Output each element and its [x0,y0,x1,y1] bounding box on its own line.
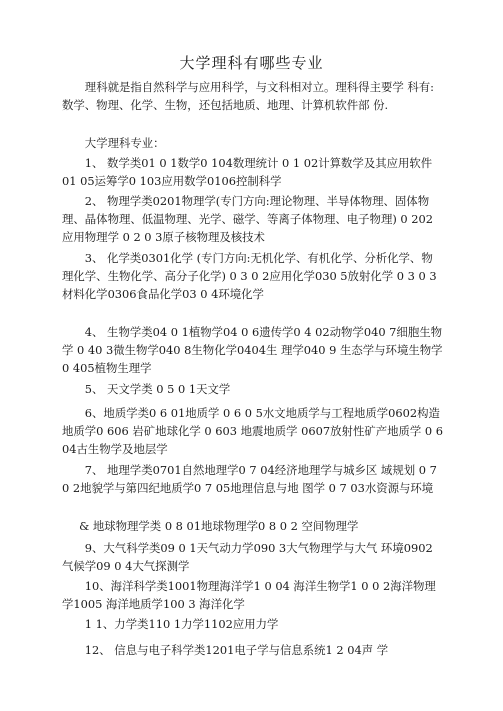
document-title: 大学理科有哪些专业 [179,54,324,72]
list-item-electronics: 12、 信息与电子科学类1201电子学与信息系统1 2 04声 学 [84,643,389,657]
list-item-astronomy: 5、 天文学类 0 5 0 1天文学 [84,382,231,396]
list-item-atmospheric: 9、大气科学类09 0 1天气动力学090 3大气物理学与大气 环境0902气候学09 0 4大气探测学 [62,541,433,573]
list-item-mechanics: 1 1、力学类110 1力学1102应用力学 [84,617,279,631]
list-item-geophysics: & 地球物理学类 0 8 01地球物理学0 8 0 2 空间物理学 [79,519,359,533]
list-item-chemistry: 3、 化学类0301化学 (专门方向:无机化学、有机化学、分析化学、物理化学、生物化学、高分子化学) 0 3 0 2应用化学030 5放射化学 0 3 0 3材料化学0306食品化学03 0 4环境化学 [62,251,437,301]
list-item-geology: 6、地质学类0 6 01地质学 0 6 0 5水文地质学与工程地质学0602构造地质学0 606 岩矿地球化学 0 603 地震地质学 0607放射性矿产地质学 0 6 04古生物学及地层学 [62,406,444,456]
section-heading: 大学理科专业： [84,136,165,150]
list-item-physics: 2、 物理学类0201物理学(专门方向:理论物理、半导体物理、固体物理、晶体物理、低温物理、光学、磁学、等离子体物理、电子物理) 0 202应用物理学 0 2 0 3原子核物理及核技术 [62,194,434,244]
intro-paragraph: 理科就是指自然科学与应用科学，与文科相对立。理科得主要学 科有:数学、物理、化学、生物，还包括地质、地理、计算机软件部 份. [62,80,434,112]
list-item-ocean: 10、海洋科学类1001物理海洋学1 0 04 海洋生物学1 0 0 2海洋物理学1005 海洋地质学100 3 海洋化学 [62,579,436,611]
list-item-math: 1、 数学类01 0 1数学0 104数理统计 0 1 02计算数学及其应用软件01 05运筹学0 103应用数学0106控制科学 [62,156,433,188]
list-item-geography: 7、 地理学类0701自然地理学0 7 04经济地理学与城乡区 域规划 0 7 0 2地貌学与第四纪地质学0 7 05地理信息与地 图学 0 7 03水资源与环境 [62,463,437,495]
list-item-biology: 4、 生物学类04 0 1植物学04 0 6遗传学0 4 02动物学040 7细胞生物学 0 40 3微生物学040 8生物化学0404生 理学040 9 生态学与环境生物学0 405植物生理学 [62,325,443,375]
